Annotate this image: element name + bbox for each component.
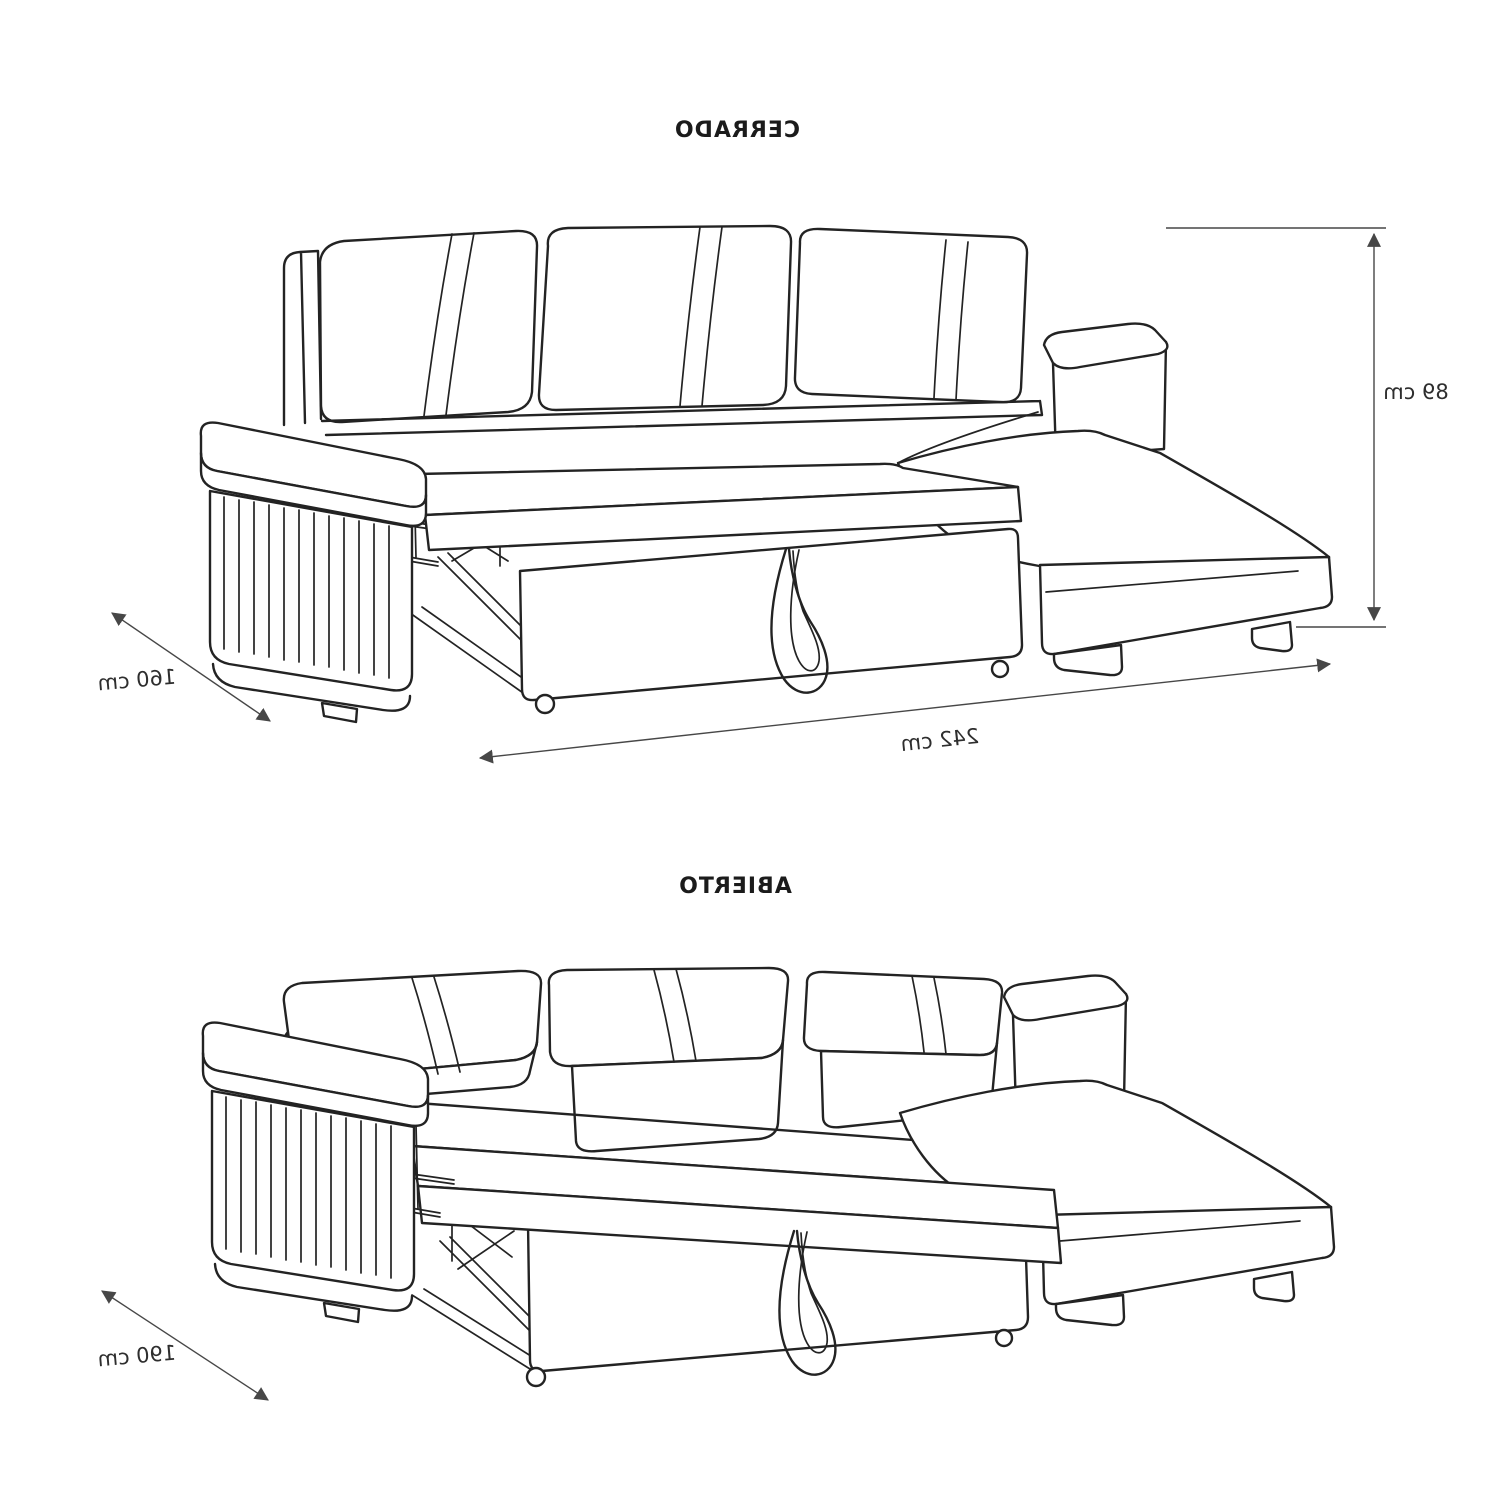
fold-mechanism xyxy=(412,1209,542,1369)
height-dimension-label: 89 cm xyxy=(1383,380,1449,404)
left-arm-slatted xyxy=(201,423,426,722)
caster-wheel xyxy=(527,1368,545,1386)
back-cushions xyxy=(320,226,1027,422)
width-dimension-label: 242 cm xyxy=(899,723,981,757)
caster-wheel xyxy=(996,1330,1012,1346)
open-view-drawing xyxy=(203,968,1334,1386)
closed-view-title: CERRADO xyxy=(673,118,801,143)
depth-dimension xyxy=(97,1291,268,1400)
left-arm-slatted xyxy=(203,1023,428,1322)
caster-wheel xyxy=(992,661,1008,677)
depth-dimension-label: 190 cm xyxy=(96,1340,178,1372)
depth-dimension-label: 160 cm xyxy=(96,664,178,696)
open-view-dimensions xyxy=(97,1291,268,1400)
back-post-lines xyxy=(284,251,321,425)
open-view-title: ABIERTO xyxy=(678,874,792,899)
caster-wheel xyxy=(536,695,554,713)
closed-view-drawing xyxy=(201,226,1332,722)
